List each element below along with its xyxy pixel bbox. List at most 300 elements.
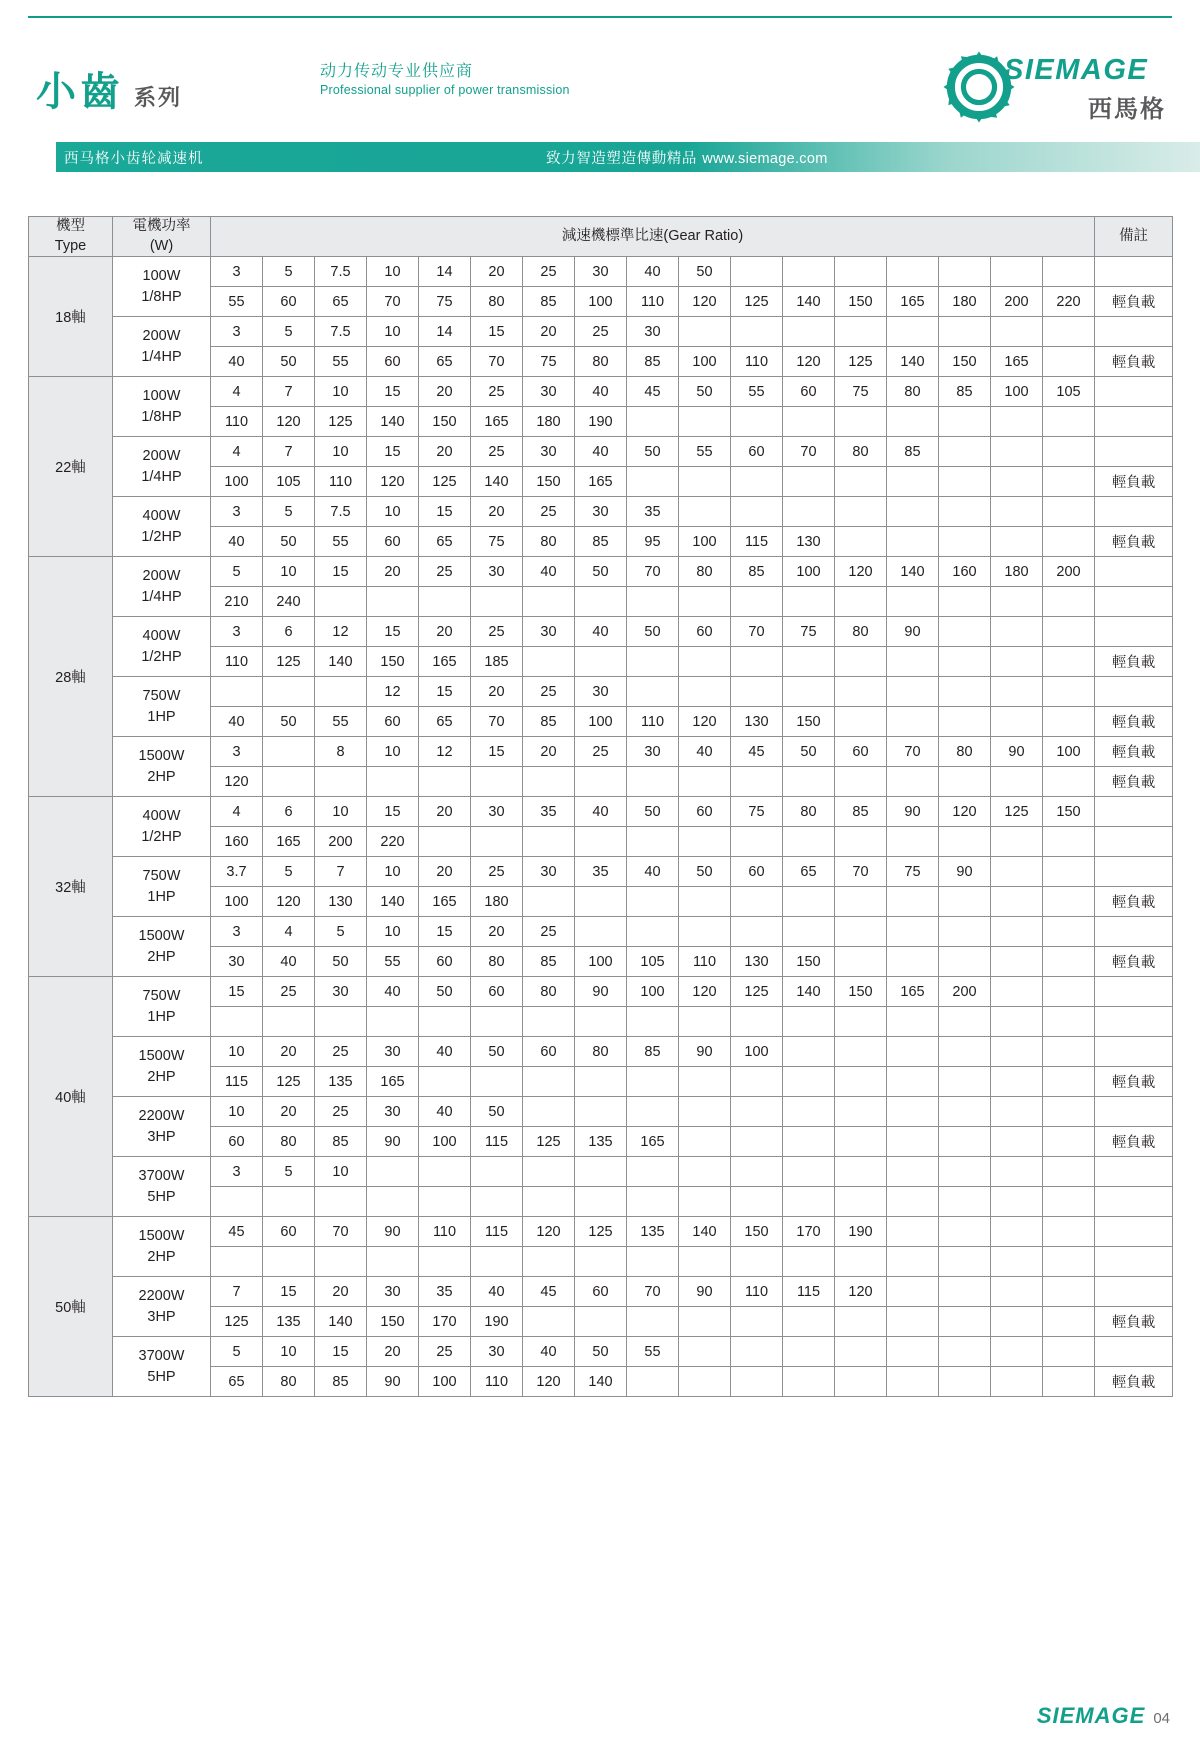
gear-ratio-cell: 130 (731, 707, 783, 737)
gear-ratio-cell: 14 (419, 257, 471, 287)
gear-ratio-cell: 110 (211, 407, 263, 437)
gear-ratio-cell: 25 (315, 1097, 367, 1127)
gear-ratio-cell (575, 1307, 627, 1337)
gear-ratio-cell: 5 (263, 257, 315, 287)
gear-ratio-cell: 220 (1043, 287, 1095, 317)
gear-ratio-cell: 190 (471, 1307, 523, 1337)
gear-ratio-cell: 100 (575, 947, 627, 977)
gear-ratio-cell (887, 1007, 939, 1037)
remark-cell (1095, 1217, 1173, 1247)
gear-ratio-cell (887, 887, 939, 917)
gear-ratio-cell (939, 1187, 991, 1217)
gear-ratio-cell (1043, 947, 1095, 977)
motor-power-cell: 100W 1/8HP (113, 377, 211, 437)
gear-ratio-cell: 150 (523, 467, 575, 497)
gear-ratio-cell (1043, 1367, 1095, 1397)
gear-ratio-cell (679, 1157, 731, 1187)
motor-power-cell: 1500W 2HP (113, 1037, 211, 1097)
gear-ratio-cell (887, 827, 939, 857)
gear-ratio-cell (211, 1187, 263, 1217)
gear-ratio-cell (939, 1007, 991, 1037)
table-row (29, 1037, 1173, 1067)
gear-ratio-cell (939, 527, 991, 557)
gear-ratio-cell (835, 1247, 887, 1277)
gear-ratio-cell: 125 (523, 1127, 575, 1157)
gear-ratio-cell (471, 1157, 523, 1187)
gear-ratio-cell (731, 677, 783, 707)
gear-ratio-cell (731, 1157, 783, 1187)
gear-ratio-cell: 165 (627, 1127, 679, 1157)
gear-ratio-cell (783, 317, 835, 347)
gear-ratio-cell (471, 587, 523, 617)
gear-ratio-cell (263, 677, 315, 707)
gear-ratio-cell: 100 (1043, 737, 1095, 767)
gear-ratio-cell (939, 1337, 991, 1367)
gear-ratio-cell: 125 (731, 977, 783, 1007)
gear-ratio-cell (419, 1187, 471, 1217)
gear-ratio-cell (991, 677, 1043, 707)
gear-ratio-cell: 60 (679, 617, 731, 647)
gear-ratio-cell (575, 1247, 627, 1277)
gear-ratio-cell (315, 587, 367, 617)
gear-ratio-cell (887, 707, 939, 737)
shaft-type-cell: 22軸 (29, 377, 113, 557)
remark-cell: 輕負載 (1095, 737, 1173, 767)
gear-ratio-cell: 30 (523, 617, 575, 647)
banner-product-label: 西马格小齿轮减速机 (64, 151, 204, 167)
gear-ratio-cell (731, 497, 783, 527)
gear-ratio-cell: 55 (211, 287, 263, 317)
gear-ratio-cell: 15 (367, 617, 419, 647)
gear-ratio-cell: 10 (263, 557, 315, 587)
remark-cell (1095, 917, 1173, 947)
gear-ratio-cell: 105 (627, 947, 679, 977)
logo-chinese-name: 西馬格 (1088, 95, 1166, 123)
gear-ratio-cell (627, 587, 679, 617)
gear-ratio-cell: 30 (575, 257, 627, 287)
gear-ratio-cell: 3.7 (211, 857, 263, 887)
gear-ratio-cell: 240 (263, 587, 315, 617)
gear-ratio-cell: 150 (783, 707, 835, 737)
gear-ratio-cell (991, 1007, 1043, 1037)
gear-ratio-cell: 20 (419, 857, 471, 887)
gear-ratio-cell: 150 (419, 407, 471, 437)
gear-ratio-cell: 60 (367, 527, 419, 557)
gear-ratio-cell (835, 1127, 887, 1157)
gear-ratio-cell: 65 (419, 347, 471, 377)
gear-ratio-cell (783, 647, 835, 677)
gear-ratio-cell (939, 1217, 991, 1247)
gear-ratio-cell (887, 257, 939, 287)
gear-ratio-cell: 6 (263, 797, 315, 827)
gear-ratio-cell (731, 1367, 783, 1397)
gear-ratio-cell: 85 (315, 1367, 367, 1397)
gear-ratio-cell (887, 677, 939, 707)
gear-ratio-cell: 3 (211, 737, 263, 767)
gear-ratio-cell (991, 1037, 1043, 1067)
gear-ratio-cell (939, 617, 991, 647)
gear-ratio-cell: 100 (211, 887, 263, 917)
gear-ratio-cell (991, 1367, 1043, 1397)
gear-ratio-cell (1043, 1277, 1095, 1307)
gear-ratio-cell: 20 (263, 1097, 315, 1127)
gear-ratio-cell: 90 (575, 977, 627, 1007)
gear-ratio-cell: 75 (783, 617, 835, 647)
table-row (29, 737, 1173, 767)
gear-ratio-cell: 200 (991, 287, 1043, 317)
gear-ratio-cell: 80 (835, 437, 887, 467)
gear-ratio-cell: 25 (419, 1337, 471, 1367)
gear-ratio-cell: 110 (627, 707, 679, 737)
gear-ratio-cell: 140 (367, 407, 419, 437)
gear-ratio-cell (419, 827, 471, 857)
brand-series-main: 小齒 (36, 69, 124, 115)
gear-ratio-cell (679, 1367, 731, 1397)
table-row (29, 437, 1173, 467)
remark-cell (1095, 497, 1173, 527)
gear-ratio-cell (939, 1037, 991, 1067)
gear-ratio-cell (887, 1097, 939, 1127)
gear-ratio-cell: 125 (263, 1067, 315, 1097)
gear-ratio-cell: 165 (887, 977, 939, 1007)
gear-ratio-cell (887, 1127, 939, 1157)
header-power: 電機功率 (W) (113, 217, 211, 257)
gear-ratio-cell (471, 1067, 523, 1097)
banner-slogan (546, 147, 828, 168)
gear-ratio-cell (783, 767, 835, 797)
gear-ratio-cell (523, 647, 575, 677)
gear-ratio-cell (627, 1007, 679, 1037)
gear-ratio-cell (731, 827, 783, 857)
gear-ratio-cell (991, 767, 1043, 797)
gear-ratio-cell: 90 (887, 797, 939, 827)
gear-ratio-cell: 135 (575, 1127, 627, 1157)
gear-ratio-cell: 35 (523, 797, 575, 827)
gear-ratio-cell (991, 857, 1043, 887)
remark-cell: 輕負載 (1095, 1367, 1173, 1397)
gear-ratio-cell: 185 (471, 647, 523, 677)
gear-ratio-cell: 60 (731, 857, 783, 887)
page-header (28, 34, 1172, 167)
gear-ratio-cell (991, 647, 1043, 677)
gear-ratio-cell: 125 (263, 647, 315, 677)
gear-ratio-cell (523, 1067, 575, 1097)
remark-cell (1095, 557, 1173, 587)
gear-ratio-cell: 110 (679, 947, 731, 977)
gear-ratio-cell: 80 (471, 287, 523, 317)
gear-ratio-cell (991, 257, 1043, 287)
gear-ratio-cell (315, 1007, 367, 1037)
gear-ratio-cell (211, 1247, 263, 1277)
gear-ratio-cell: 10 (367, 737, 419, 767)
gear-ratio-cell: 130 (783, 527, 835, 557)
remark-cell: 輕負載 (1095, 1067, 1173, 1097)
remark-cell: 輕負載 (1095, 1127, 1173, 1157)
gear-ratio-cell (783, 467, 835, 497)
gear-ratio-cell (991, 587, 1043, 617)
motor-power-cell: 3700W 5HP (113, 1337, 211, 1397)
gear-ratio-cell: 200 (315, 827, 367, 857)
motor-power-cell: 750W 1HP (113, 977, 211, 1037)
gear-ratio-cell: 100 (679, 347, 731, 377)
gear-ratio-cell: 125 (575, 1217, 627, 1247)
gear-ratio-table-wrapper (28, 216, 1172, 1397)
gear-ratio-cell (835, 1367, 887, 1397)
gear-ratio-cell (939, 647, 991, 677)
gear-ratio-cell: 60 (263, 287, 315, 317)
gear-ratio-cell: 70 (471, 347, 523, 377)
gear-ratio-cell: 50 (627, 437, 679, 467)
remark-cell (1095, 1097, 1173, 1127)
gear-ratio-cell: 60 (783, 377, 835, 407)
gear-ratio-cell (419, 1247, 471, 1277)
gear-ratio-cell (731, 1187, 783, 1217)
gear-ratio-cell: 50 (679, 857, 731, 887)
remark-cell: 輕負載 (1095, 527, 1173, 557)
gear-ratio-cell: 10 (367, 917, 419, 947)
gear-ratio-cell (731, 1097, 783, 1127)
gear-ratio-cell: 30 (471, 557, 523, 587)
gear-ratio-cell: 7.5 (315, 317, 367, 347)
gear-ratio-cell (419, 1157, 471, 1187)
gear-ratio-cell (939, 1067, 991, 1097)
gear-ratio-cell: 150 (367, 647, 419, 677)
gear-ratio-cell (679, 1337, 731, 1367)
gear-ratio-cell (939, 257, 991, 287)
gear-ratio-cell (575, 917, 627, 947)
gear-ratio-cell: 140 (887, 347, 939, 377)
gear-ratio-cell: 20 (419, 437, 471, 467)
gear-ratio-cell: 60 (211, 1127, 263, 1157)
tagline-english: Professional supplier of power transmission (320, 82, 570, 97)
gear-ratio-cell (679, 1067, 731, 1097)
gear-ratio-cell: 20 (419, 617, 471, 647)
remark-cell (1095, 857, 1173, 887)
gear-ratio-cell: 140 (367, 887, 419, 917)
gear-ratio-cell (939, 917, 991, 947)
gear-ratio-cell (731, 467, 783, 497)
gear-ratio-cell (783, 1307, 835, 1337)
gear-ratio-cell: 60 (679, 797, 731, 827)
gear-ratio-cell (523, 1157, 575, 1187)
gear-ratio-cell: 65 (211, 1367, 263, 1397)
gear-ratio-table (28, 216, 1173, 1397)
gear-ratio-cell (1043, 467, 1095, 497)
gear-ratio-cell (419, 767, 471, 797)
gear-ratio-cell: 115 (471, 1127, 523, 1157)
brand-series (36, 60, 182, 117)
gear-ratio-cell (523, 767, 575, 797)
gear-ratio-cell: 200 (1043, 557, 1095, 587)
gear-ratio-cell: 30 (367, 1097, 419, 1127)
gear-ratio-cell: 165 (263, 827, 315, 857)
gear-ratio-cell (575, 1067, 627, 1097)
gear-ratio-cell: 120 (783, 347, 835, 377)
gear-ratio-cell: 210 (211, 587, 263, 617)
gear-ratio-cell: 85 (523, 707, 575, 737)
gear-ratio-cell (835, 827, 887, 857)
gear-ratio-cell (627, 1187, 679, 1217)
gear-ratio-cell: 50 (471, 1097, 523, 1127)
gear-ratio-cell (315, 677, 367, 707)
gear-ratio-cell: 15 (471, 317, 523, 347)
gear-ratio-cell: 165 (367, 1067, 419, 1097)
gear-ratio-cell: 15 (211, 977, 263, 1007)
gear-ratio-cell: 100 (419, 1367, 471, 1397)
gear-ratio-cell: 160 (211, 827, 263, 857)
gear-ratio-cell: 10 (367, 497, 419, 527)
gear-ratio-cell (731, 887, 783, 917)
top-divider (28, 16, 1172, 18)
motor-power-cell: 2200W 3HP (113, 1097, 211, 1157)
gear-ratio-cell: 80 (783, 797, 835, 827)
remark-cell: 輕負載 (1095, 347, 1173, 377)
gear-ratio-cell: 20 (471, 257, 523, 287)
gear-ratio-cell: 40 (211, 527, 263, 557)
gear-ratio-cell: 40 (575, 437, 627, 467)
page-number: 04 (1153, 1710, 1170, 1727)
gear-ratio-cell (991, 1097, 1043, 1127)
gear-ratio-cell (1043, 257, 1095, 287)
gear-ratio-cell (887, 1157, 939, 1187)
gear-ratio-cell: 190 (575, 407, 627, 437)
gear-ratio-cell: 140 (783, 977, 835, 1007)
gear-ratio-cell (471, 1187, 523, 1217)
gear-ratio-cell: 5 (263, 1157, 315, 1187)
gear-ratio-cell: 80 (523, 527, 575, 557)
remark-cell (1095, 827, 1173, 857)
gear-ratio-cell: 85 (315, 1127, 367, 1157)
gear-ratio-cell: 25 (419, 557, 471, 587)
gear-ratio-cell (1043, 857, 1095, 887)
gear-ratio-cell (835, 497, 887, 527)
gear-ratio-cell (783, 917, 835, 947)
gear-ratio-cell: 60 (575, 1277, 627, 1307)
gear-ratio-cell: 20 (367, 1337, 419, 1367)
gear-ratio-cell: 135 (315, 1067, 367, 1097)
gear-ratio-cell (887, 587, 939, 617)
gear-ratio-cell (887, 1217, 939, 1247)
gear-ratio-cell (731, 647, 783, 677)
gear-ratio-cell: 30 (471, 797, 523, 827)
gear-ratio-cell: 30 (471, 1337, 523, 1367)
gear-ratio-cell: 20 (367, 557, 419, 587)
gear-ratio-cell (887, 1067, 939, 1097)
gear-ratio-cell: 140 (783, 287, 835, 317)
gear-ratio-cell: 150 (1043, 797, 1095, 827)
gear-ratio-cell: 5 (263, 857, 315, 887)
gear-ratio-cell (991, 977, 1043, 1007)
gear-ratio-cell: 165 (419, 887, 471, 917)
remark-cell (1095, 677, 1173, 707)
gear-ratio-cell (887, 1337, 939, 1367)
gear-ratio-cell: 30 (627, 737, 679, 767)
gear-ratio-cell (471, 767, 523, 797)
table-header-row (29, 217, 1173, 257)
gear-ratio-cell (835, 1097, 887, 1127)
gear-ratio-cell: 85 (523, 287, 575, 317)
gear-ratio-cell: 70 (731, 617, 783, 647)
gear-ratio-cell: 20 (419, 377, 471, 407)
gear-ratio-cell: 130 (315, 887, 367, 917)
gear-ratio-cell (731, 317, 783, 347)
gear-ratio-cell (679, 677, 731, 707)
gear-ratio-cell: 40 (211, 347, 263, 377)
gear-ratio-cell: 55 (731, 377, 783, 407)
gear-ratio-cell (1043, 347, 1095, 377)
gear-ratio-cell: 100 (575, 287, 627, 317)
gear-ratio-cell (991, 1187, 1043, 1217)
gear-ratio-cell (783, 1007, 835, 1037)
gear-ratio-cell: 3 (211, 617, 263, 647)
gear-ratio-cell (1043, 677, 1095, 707)
remark-cell (1095, 977, 1173, 1007)
gear-ratio-cell: 30 (523, 437, 575, 467)
gear-ratio-cell (523, 1097, 575, 1127)
gear-ratio-cell: 50 (783, 737, 835, 767)
gear-ratio-cell: 140 (471, 467, 523, 497)
gear-ratio-cell (679, 467, 731, 497)
gear-ratio-cell: 50 (263, 707, 315, 737)
gear-ratio-cell: 40 (523, 557, 575, 587)
gear-ratio-cell (939, 1307, 991, 1337)
remark-cell: 輕負載 (1095, 1307, 1173, 1337)
gear-ratio-cell: 30 (211, 947, 263, 977)
gear-ratio-cell: 70 (315, 1217, 367, 1247)
gear-ratio-cell (731, 767, 783, 797)
gear-ratio-cell (939, 467, 991, 497)
gear-ratio-cell (991, 527, 1043, 557)
remark-cell (1095, 1037, 1173, 1067)
gear-ratio-cell: 25 (263, 977, 315, 1007)
gear-ratio-cell: 80 (263, 1367, 315, 1397)
gear-ratio-cell (367, 587, 419, 617)
gear-ratio-cell (783, 887, 835, 917)
gear-ratio-cell: 3 (211, 1157, 263, 1187)
gear-ratio-cell: 90 (367, 1367, 419, 1397)
gear-ratio-cell: 30 (523, 857, 575, 887)
remark-cell (1095, 1247, 1173, 1277)
gear-ratio-cell (887, 1277, 939, 1307)
gear-ratio-cell: 120 (679, 977, 731, 1007)
gear-ratio-cell: 60 (419, 947, 471, 977)
gear-ratio-cell (575, 1187, 627, 1217)
gear-ratio-cell: 10 (211, 1037, 263, 1067)
gear-ratio-cell: 70 (783, 437, 835, 467)
gear-ratio-cell (939, 827, 991, 857)
gear-ratio-cell: 70 (471, 707, 523, 737)
gear-ratio-cell (835, 1157, 887, 1187)
gear-ratio-cell: 7 (315, 857, 367, 887)
gear-ratio-cell (1043, 1337, 1095, 1367)
gear-ratio-cell (939, 1157, 991, 1187)
gear-ratio-cell: 180 (991, 557, 1043, 587)
gear-ratio-cell: 65 (315, 287, 367, 317)
gear-ratio-cell: 140 (679, 1217, 731, 1247)
gear-ratio-cell (575, 1007, 627, 1037)
gear-ratio-cell (211, 677, 263, 707)
gear-ratio-cell: 85 (887, 437, 939, 467)
gear-ratio-cell (1043, 617, 1095, 647)
gear-ratio-cell (263, 767, 315, 797)
gear-ratio-cell: 120 (679, 707, 731, 737)
gear-ratio-cell (991, 947, 1043, 977)
gear-ratio-cell: 170 (783, 1217, 835, 1247)
gear-ratio-cell (367, 1247, 419, 1277)
gear-ratio-cell (783, 257, 835, 287)
gear-ratio-cell (783, 1097, 835, 1127)
gear-ratio-cell (887, 647, 939, 677)
